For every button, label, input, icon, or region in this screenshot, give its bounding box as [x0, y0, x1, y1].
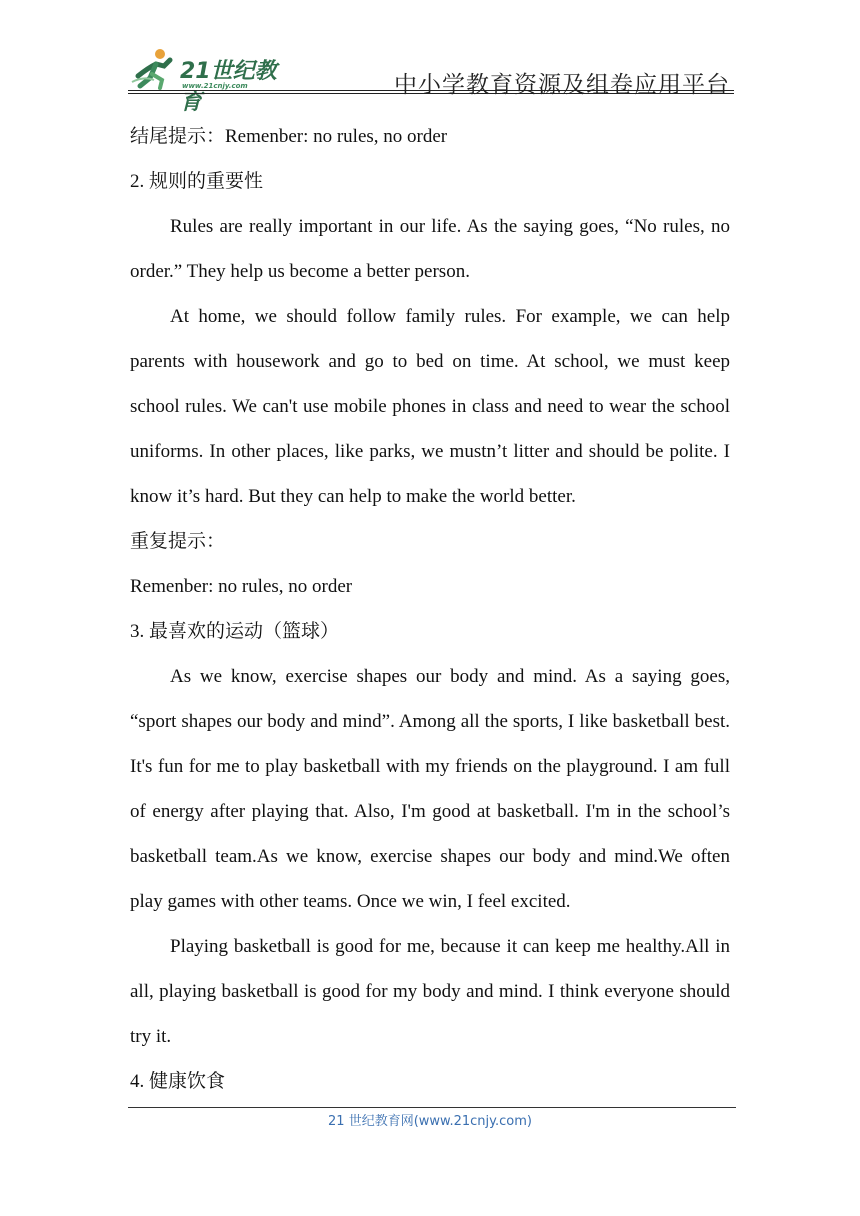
page-footer: 21 世纪教育网(www.21cnjy.com): [328, 1114, 532, 1129]
running-person-icon: [130, 46, 178, 90]
repeat-hint-label: 重复提示：: [130, 531, 226, 552]
section-heading-4: 4. 健康饮食: [130, 1071, 226, 1092]
paragraph-rules-intro: Rules are really important in our life. As the saying goes, “No rules, no order.” They help us become a better person.: [130, 216, 730, 282]
closing-hint: 结尾提示：Remenber: no rules, no order: [130, 126, 448, 147]
paragraph-basketball-conclusion: Playing basketball is good for me, because it can keep me healthy.All in all, playing basketball is good for my body and mind. I think everyone should try it.: [130, 936, 730, 1047]
footer-divider: [128, 1107, 736, 1108]
paragraph-basketball-body: As we know, exercise shapes our body and mind. As a saying goes, “sport shapes our body and mind”. Among all the sports, I like basketball best. It's fun for me to play basketball with my friends on the playground. I am full of energy after playing that. Also, I'm good at basketball. I'm in the school’s basketball team.As we know, exercise shapes our body and mind.We often play games with other teams. Once we win, I feel excited.: [130, 666, 730, 912]
document-body: [130, 114, 730, 1104]
logo-text: 21世纪教育: [180, 59, 277, 115]
repeat-hint-text: Remenber: no rules, no order: [130, 576, 353, 597]
logo-url: www.21cnjy.com: [182, 82, 248, 90]
platform-title: 中小学教育资源及组卷应用平台: [394, 72, 730, 98]
paragraph-rules-body: At home, we should follow family rules. For example, we can help parents with housework and go to bed on time. At school, we must keep school rules. We can't use mobile phones in class and need to wear the school uniforms. In other places, like parks, we mustn’t litter and should be polite. I know it’s hard. But they can help to make the world better.: [130, 306, 730, 507]
header-divider-thin: [128, 93, 734, 94]
logo: [128, 42, 298, 115]
section-heading-2: 2. 规则的重要性: [130, 171, 264, 192]
header-divider: [128, 90, 734, 91]
page-header: [128, 42, 734, 115]
section-heading-3: 3. 最喜欢的运动（篮球）: [130, 621, 340, 642]
